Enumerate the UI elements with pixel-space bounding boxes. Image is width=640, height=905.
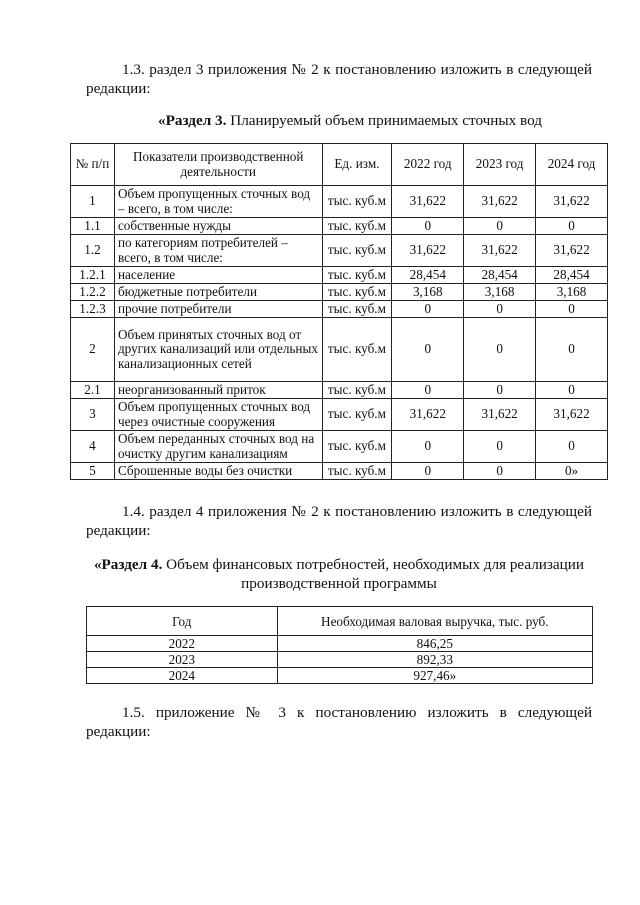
cell-unit: тыс. куб.м bbox=[322, 301, 392, 318]
cell-indicator: неорганизованный приток bbox=[114, 382, 322, 399]
cell-2022: 31,622 bbox=[392, 186, 464, 218]
cell-2022: 31,622 bbox=[392, 399, 464, 431]
cell-2023: 31,622 bbox=[464, 186, 536, 218]
paragraph-1-3: 1.3. раздел 3 приложения № 2 к постановлению изложить в следующей редакции: bbox=[86, 61, 592, 97]
cell-2024: 0 bbox=[536, 431, 608, 463]
cell-indicator: Объем пропущенных сточных вод – всего, в том числе: bbox=[114, 186, 322, 218]
cell-num: 1.2.3 bbox=[71, 301, 115, 318]
paragraph-1-5: 1.5. приложение № 3 к постановлению изложить в следующей редакции: bbox=[86, 704, 592, 740]
cell-indicator: по категориям потребителей – всего, в том числе: bbox=[114, 235, 322, 267]
cell-year: 2022 bbox=[87, 636, 278, 652]
cell-indicator: собственные нужды bbox=[114, 218, 322, 235]
table-row bbox=[71, 301, 608, 318]
cell-2022: 31,622 bbox=[392, 235, 464, 267]
cell-2022: 0 bbox=[392, 431, 464, 463]
col-header-2024: 2024 год bbox=[536, 144, 608, 186]
table-row bbox=[71, 235, 608, 267]
cell-2024: 0 bbox=[536, 218, 608, 235]
cell-indicator: прочие потребители bbox=[114, 301, 322, 318]
cell-2022: 0 bbox=[392, 218, 464, 235]
cell-2024: 3,168 bbox=[536, 284, 608, 301]
cell-2024: 28,454 bbox=[536, 267, 608, 284]
cell-indicator: Объем пропущенных сточных вод через очистные сооружения bbox=[114, 399, 322, 431]
cell-unit: тыс. куб.м bbox=[322, 186, 392, 218]
cell-num: 4 bbox=[71, 431, 115, 463]
cell-indicator: бюджетные потребители bbox=[114, 284, 322, 301]
col-header-revenue: Необходимая валовая выручка, тыс. руб. bbox=[277, 607, 592, 636]
table-row bbox=[71, 318, 608, 382]
table-row bbox=[71, 218, 608, 235]
cell-2023: 31,622 bbox=[464, 399, 536, 431]
cell-num: 2 bbox=[71, 318, 115, 382]
cell-revenue: 846,25 bbox=[277, 636, 592, 652]
table-row bbox=[71, 382, 608, 399]
cell-year: 2024 bbox=[87, 668, 278, 684]
cell-2023: 0 bbox=[464, 382, 536, 399]
cell-indicator: Объем переданных сточных вод на очистку другим канализациям bbox=[114, 431, 322, 463]
table-row bbox=[71, 463, 608, 480]
table-row bbox=[71, 267, 608, 284]
cell-2023: 0 bbox=[464, 318, 536, 382]
cell-year: 2023 bbox=[87, 652, 278, 668]
col-header-unit: Ед. изм. bbox=[322, 144, 392, 186]
cell-2023: 0 bbox=[464, 463, 536, 480]
cell-2023: 0 bbox=[464, 301, 536, 318]
cell-num: 1.1 bbox=[71, 218, 115, 235]
col-header-year: Год bbox=[87, 607, 278, 636]
cell-2022: 0 bbox=[392, 463, 464, 480]
paragraph-1-4: 1.4. раздел 4 приложения № 2 к постановлению изложить в следующей редакции: bbox=[86, 503, 592, 539]
cell-num: 1.2 bbox=[71, 235, 115, 267]
cell-2024: 0 bbox=[536, 318, 608, 382]
cell-2024: 31,622 bbox=[536, 399, 608, 431]
cell-2022: 0 bbox=[392, 382, 464, 399]
table-row bbox=[71, 186, 608, 218]
table-row bbox=[71, 284, 608, 301]
cell-2024: 0 bbox=[536, 382, 608, 399]
col-header-2022: 2022 год bbox=[392, 144, 464, 186]
cell-2022: 28,454 bbox=[392, 267, 464, 284]
cell-num: 3 bbox=[71, 399, 115, 431]
cell-indicator: Сброшенные воды без очистки bbox=[114, 463, 322, 480]
section-4-heading: «Раздел 4. Объем финансовых потребностей, необходимых для реализации производственной программы bbox=[93, 556, 585, 592]
section-3-heading: «Раздел 3. Планируемый объем принимаемых сточных вод bbox=[158, 112, 542, 129]
cell-2024: 31,622 bbox=[536, 235, 608, 267]
table-row bbox=[87, 652, 593, 668]
cell-num: 1 bbox=[71, 186, 115, 218]
financial-needs-table bbox=[86, 606, 593, 684]
cell-num: 1.2.1 bbox=[71, 267, 115, 284]
table-row bbox=[71, 399, 608, 431]
cell-2023: 31,622 bbox=[464, 235, 536, 267]
cell-2022: 0 bbox=[392, 318, 464, 382]
cell-indicator: население bbox=[114, 267, 322, 284]
cell-2024: 31,622 bbox=[536, 186, 608, 218]
cell-2023: 0 bbox=[464, 431, 536, 463]
cell-unit: тыс. куб.м bbox=[322, 267, 392, 284]
col-header-num: № п/п bbox=[71, 144, 115, 186]
cell-num: 1.2.2 bbox=[71, 284, 115, 301]
col-header-indicator: Показатели производственной деятельности bbox=[114, 144, 322, 186]
planned-wastewater-table bbox=[70, 143, 608, 480]
cell-2024: 0 bbox=[536, 301, 608, 318]
cell-num: 5 bbox=[71, 463, 115, 480]
cell-2023: 28,454 bbox=[464, 267, 536, 284]
cell-2023: 3,168 bbox=[464, 284, 536, 301]
table-header-row bbox=[71, 144, 608, 186]
cell-2022: 3,168 bbox=[392, 284, 464, 301]
table-row bbox=[87, 636, 593, 652]
table-header-row bbox=[87, 607, 593, 636]
cell-unit: тыс. куб.м bbox=[322, 318, 392, 382]
table-row bbox=[71, 431, 608, 463]
cell-unit: тыс. куб.м bbox=[322, 382, 392, 399]
cell-unit: тыс. куб.м bbox=[322, 235, 392, 267]
col-header-2023: 2023 год bbox=[464, 144, 536, 186]
cell-revenue: 892,33 bbox=[277, 652, 592, 668]
cell-2024: 0» bbox=[536, 463, 608, 480]
cell-unit: тыс. куб.м bbox=[322, 284, 392, 301]
cell-unit: тыс. куб.м bbox=[322, 399, 392, 431]
cell-2023: 0 bbox=[464, 218, 536, 235]
cell-2022: 0 bbox=[392, 301, 464, 318]
table-row bbox=[87, 668, 593, 684]
cell-unit: тыс. куб.м bbox=[322, 431, 392, 463]
cell-num: 2.1 bbox=[71, 382, 115, 399]
cell-revenue: 927,46» bbox=[277, 668, 592, 684]
cell-unit: тыс. куб.м bbox=[322, 463, 392, 480]
cell-indicator: Объем принятых сточных вод от других канализаций или отдельных канализационных сетей bbox=[114, 318, 322, 382]
cell-unit: тыс. куб.м bbox=[322, 218, 392, 235]
